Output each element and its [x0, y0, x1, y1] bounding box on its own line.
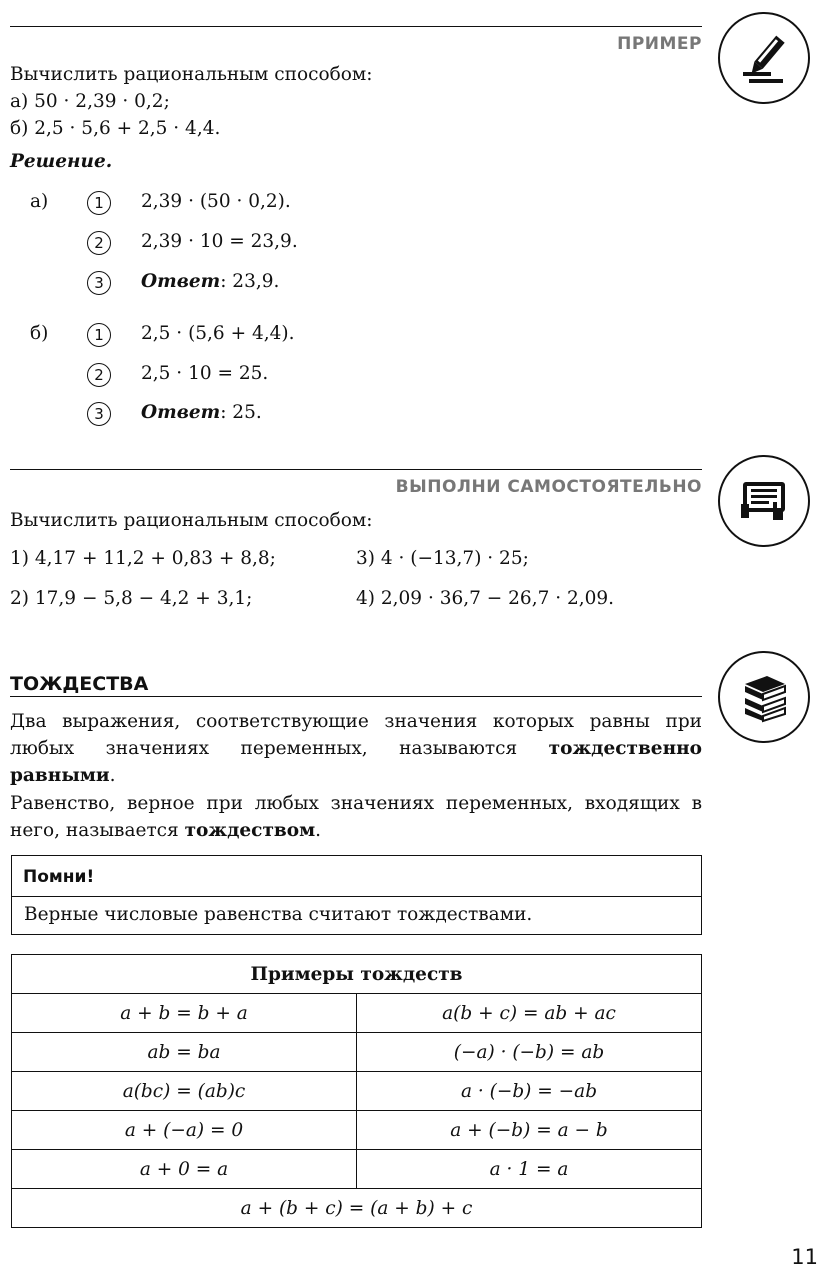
- identities-table: [11, 954, 702, 1228]
- divider: [10, 26, 702, 27]
- step-number: 2: [87, 231, 111, 255]
- answer-label: Ответ: [141, 402, 221, 423]
- table-cell: a + (b + c) = (a + b) + c: [12, 1189, 702, 1228]
- step-number: 1: [87, 191, 111, 215]
- answer-line: [141, 271, 279, 292]
- answer-value: : 25.: [220, 402, 262, 423]
- table-row: [12, 1111, 702, 1150]
- table-cell: a · 1 = a: [357, 1150, 702, 1189]
- exercise-item: 2) 17,9 − 5,8 − 4,2 + 3,1;: [10, 588, 253, 609]
- step-text: 2,39 · (50 · 0,2).: [141, 191, 291, 212]
- exercise-item: 4) 2,09 · 36,7 − 26,7 · 2,09.: [356, 588, 615, 609]
- remember-title: Помни!: [12, 856, 701, 897]
- example-task: Вычислить рациональным способом:: [10, 64, 373, 85]
- table-row: [12, 1150, 702, 1189]
- books-icon: [718, 651, 810, 743]
- table-cell: (−a) · (−b) = ab: [357, 1033, 702, 1072]
- identities-heading: ТОЖДЕСТВА: [10, 673, 149, 695]
- page-number: 11: [791, 1245, 818, 1269]
- step-number: 2: [87, 363, 111, 387]
- part-a-letter: а): [30, 191, 49, 212]
- exercise-label: ВЫПОЛНИ САМОСТОЯТЕЛЬНО: [395, 477, 702, 497]
- answer-value: : 23,9.: [220, 271, 280, 292]
- example-item-b: б) 2,5 · 5,6 + 2,5 · 4,4.: [10, 118, 221, 139]
- example-label: ПРИМЕР: [617, 34, 702, 54]
- table-title: Примеры тождеств: [12, 955, 702, 994]
- text: .: [109, 765, 116, 786]
- solution-label: Решение.: [10, 151, 113, 172]
- part-b-letter: б): [30, 323, 49, 344]
- divider: [10, 696, 702, 697]
- step-number: 3: [87, 402, 111, 426]
- table-cell: a + b = b + a: [12, 994, 357, 1033]
- text: .: [315, 820, 322, 841]
- divider: [10, 469, 702, 470]
- table-row: [12, 1033, 702, 1072]
- definition-paragraph: [10, 708, 702, 789]
- step-text: 2,5 · (5,6 + 4,4).: [141, 323, 295, 344]
- text: Два выражения, соответствующие значения которых равны при любых значениях переменных, называются: [10, 711, 702, 759]
- exercise-task: Вычислить рациональным способом:: [10, 510, 373, 531]
- term: тождественно равными: [10, 738, 702, 786]
- answer-label: Ответ: [141, 271, 221, 292]
- exercise-item: 1) 4,17 + 11,2 + 0,83 + 8,8;: [10, 548, 276, 569]
- pencil-icon: [718, 12, 810, 104]
- table-cell: a + (−b) = a − b: [357, 1111, 702, 1150]
- tablet-hand-icon: [718, 455, 810, 547]
- step-number: 3: [87, 271, 111, 295]
- table-cell: a(bc) = (ab)c: [12, 1072, 357, 1111]
- table-cell: a(b + c) = ab + ac: [357, 994, 702, 1033]
- step-number: 1: [87, 323, 111, 347]
- answer-line: [141, 402, 262, 423]
- text: Равенство, верное при любых значениях переменных, входящих в него, называется: [10, 793, 702, 841]
- table-cell: a · (−b) = −ab: [357, 1072, 702, 1111]
- step-text: 2,39 · 10 = 23,9.: [141, 231, 298, 252]
- remember-box: [11, 855, 702, 935]
- table-cell: a + (−a) = 0: [12, 1111, 357, 1150]
- table-row: [12, 1189, 702, 1228]
- term: тождеством: [184, 820, 316, 841]
- remember-text: Верные числовые равенства считают тождествами.: [24, 904, 533, 925]
- example-item-a: а) 50 · 2,39 · 0,2;: [10, 91, 170, 112]
- table-cell: ab = ba: [12, 1033, 357, 1072]
- step-text: 2,5 · 10 = 25.: [141, 363, 269, 384]
- definition-paragraph: [10, 790, 702, 844]
- table-row: [12, 1072, 702, 1111]
- table-cell: a + 0 = a: [12, 1150, 357, 1189]
- exercise-item: 3) 4 · (−13,7) · 25;: [356, 548, 529, 569]
- table-row: [12, 994, 702, 1033]
